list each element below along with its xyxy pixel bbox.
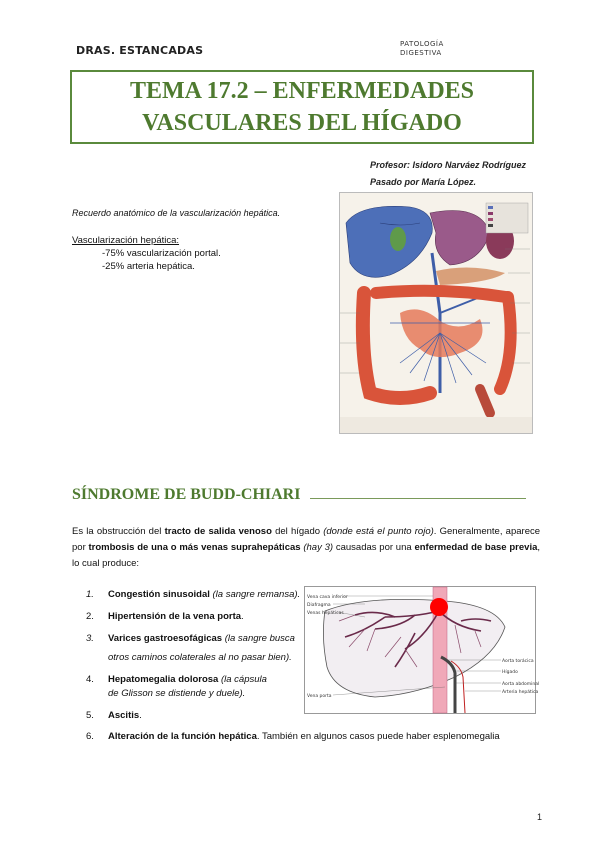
vascularization-item: -75% vascularización portal. [102, 248, 221, 259]
list-text: . También en algunos casos puede haber esplenomegalia [256, 731, 500, 742]
para-bold: tracto de salida venoso [164, 526, 272, 537]
vascularization-heading: Vascularización hepática: [72, 235, 180, 246]
list-bold: Congestión sinusoidal [108, 589, 210, 600]
anatomy-svg [340, 193, 532, 433]
list-number: 4. [86, 674, 94, 685]
para-text: del hígado [271, 526, 324, 537]
title-line-1: TEMA 17.2 – ENFERMEDADES [129, 78, 475, 104]
list-item-continuation [86, 688, 246, 699]
list-bold: Ascitis [108, 710, 140, 721]
liver-label: Aorta torácica [502, 659, 534, 664]
list-item [86, 633, 295, 644]
thrombosis-marker [430, 598, 448, 616]
header-right-line2: DIGESTIVA [400, 49, 442, 57]
list-item [86, 731, 500, 742]
list-number: 1. [86, 589, 94, 600]
list-number: 5. [86, 710, 94, 721]
liver-label: Diafragma [307, 603, 331, 608]
list-bold: Varices gastroesofágicas [108, 633, 223, 644]
liver-label: Hígado [502, 670, 518, 675]
section-heading: SÍNDROME DE BUDD-CHIARI [72, 486, 301, 503]
para-text: . Generalmente, aparece por [72, 526, 541, 553]
header-right-label [400, 40, 444, 58]
list-item [86, 710, 142, 721]
list-text: . [139, 710, 142, 721]
list-item [86, 611, 244, 622]
para-text: , lo cual produce: [72, 542, 541, 569]
list-bold: Alteración de la función hepática [108, 731, 257, 742]
liver-label: Venas hepáticas [307, 611, 344, 616]
list-item-continuation [86, 652, 292, 663]
professor-credit: Profesor: Isidoro Narváez Rodríguez [370, 160, 527, 170]
list-italic: de Glisson se distiende y duele). [108, 688, 246, 699]
passed-by-credit: Pasado por María López. [370, 177, 477, 187]
list-text: . [241, 611, 244, 622]
liver-label: Vena cava inferior [307, 595, 348, 600]
list-item [86, 674, 267, 685]
intro-paragraph [72, 524, 540, 572]
list-italic: (la cápsula [218, 674, 267, 685]
list-number: 6. [86, 731, 94, 742]
header-left-label: DRAS. ESTANCADAS [76, 44, 204, 57]
page-number: 1 [537, 812, 543, 822]
para-text: causadas por una [333, 542, 415, 553]
list-bold: Hipertensión de la vena porta [108, 611, 242, 622]
para-bold: trombosis de una o más venas suprahepáticas [88, 542, 301, 553]
title-box [70, 70, 534, 144]
title-line-2: VASCULARES DEL HÍGADO [142, 110, 462, 136]
list-number: 3. [86, 633, 94, 644]
list-italic: otros caminos colaterales al no pasar bien). [108, 652, 292, 663]
liver-label: Arteria hepática [502, 690, 539, 695]
list-italic: (la sangre busca [222, 633, 295, 644]
para-italic: (donde está el punto rojo) [323, 526, 434, 537]
para-bold: enfermedad de base previa [414, 542, 538, 553]
liver-label: Aorta abdominal [502, 682, 540, 687]
header-right-line1: PATOLOGÍA [400, 40, 444, 48]
liver-svg [305, 587, 540, 713]
recuerdo-text: Recuerdo anatómico de la vascularización hepática. [72, 208, 281, 218]
vascularization-item: -25% arteria hepática. [102, 261, 195, 272]
list-bold: Hepatomegalia dolorosa [108, 674, 219, 685]
para-italic: (hay 3) [303, 542, 334, 553]
list-italic: (la sangre remansa). [209, 589, 301, 600]
list-number: 2. [86, 611, 94, 622]
para-text: Es la obstrucción del [72, 526, 165, 537]
list-item [86, 589, 301, 600]
liver-diagram [304, 586, 540, 714]
liver-label: Vena porta [307, 694, 332, 699]
anatomy-illustration [339, 192, 533, 434]
section-divider [310, 498, 526, 499]
